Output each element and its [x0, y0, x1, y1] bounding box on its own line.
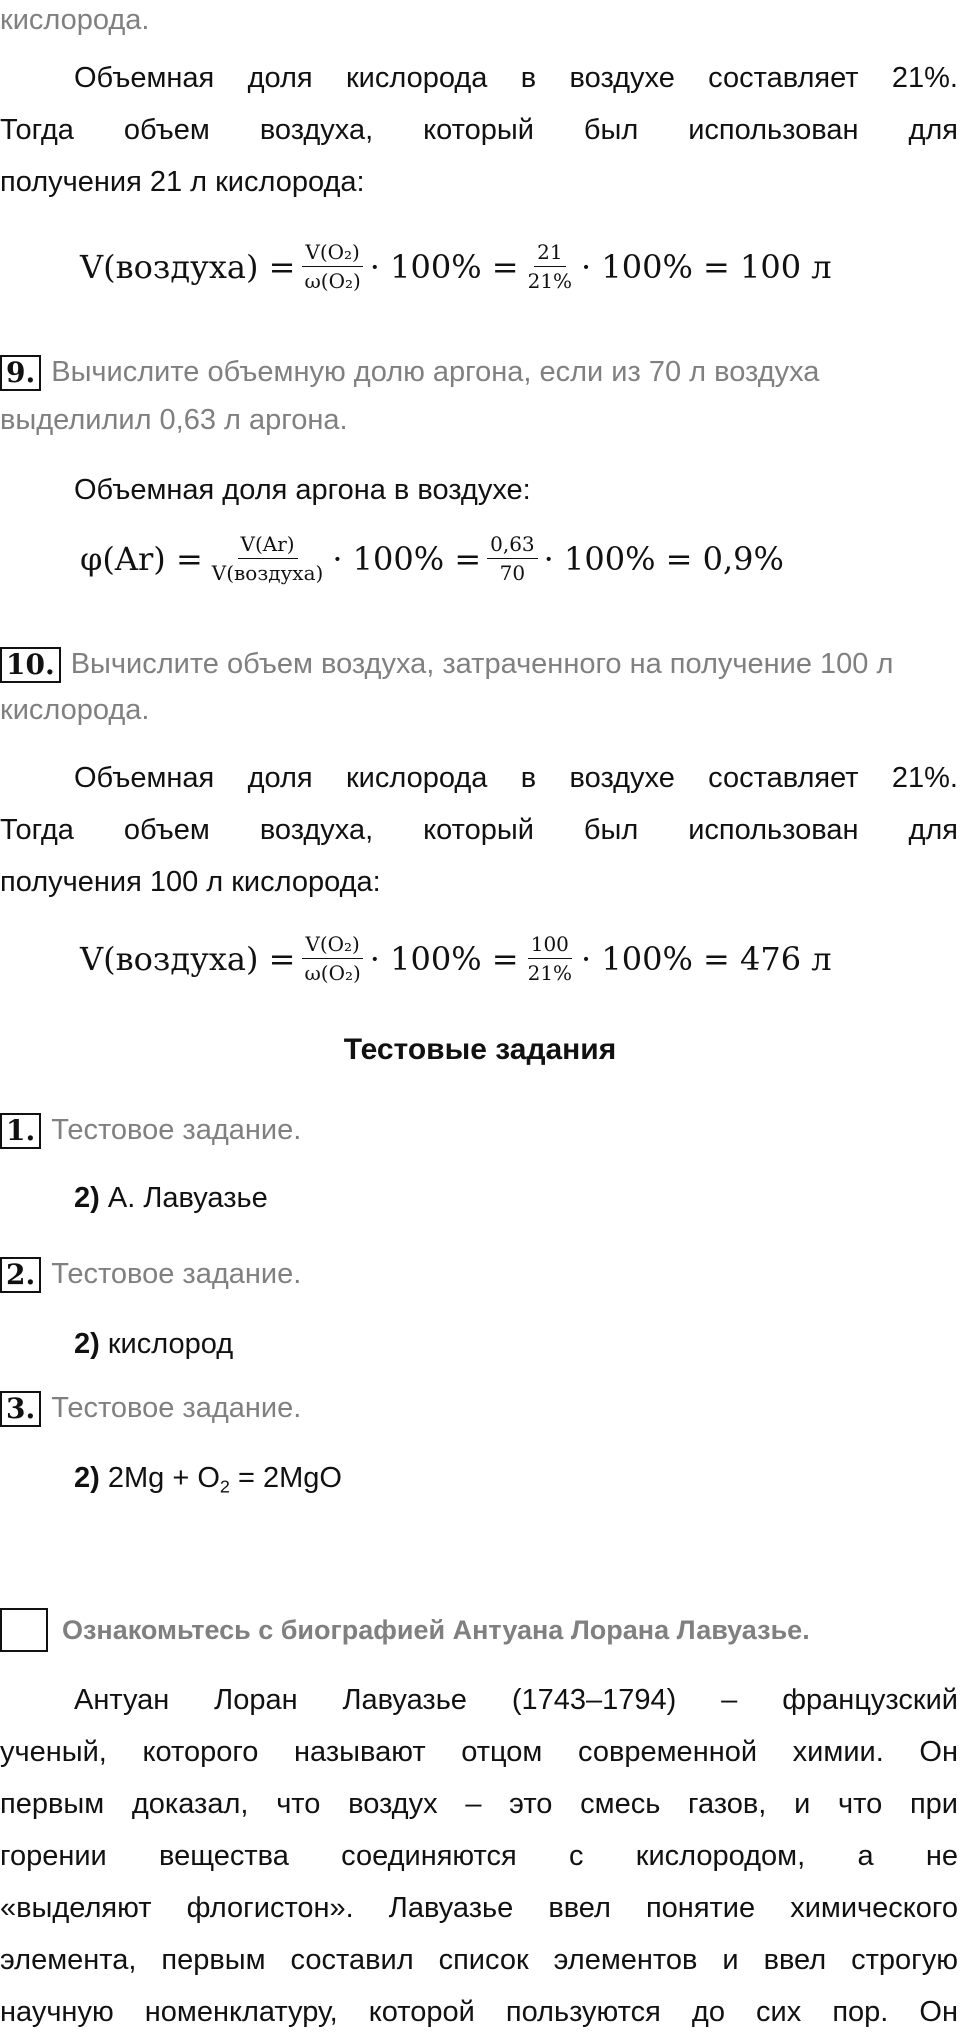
- test3-prompt-text: Тестовое задание.: [51, 1392, 302, 1424]
- bio-line-5: «выделяют флогистон». Лавуазье ввел понятие химического: [0, 1892, 958, 1924]
- formula-part: = 2MgO: [229, 1462, 342, 1494]
- formula-part: 2Mg + O: [107, 1462, 220, 1494]
- answer-text: А. Лавуазье: [107, 1182, 268, 1214]
- formula-fraction-1: [301, 240, 363, 293]
- answer-text: [107, 1462, 342, 1497]
- formula-fraction-2: [487, 532, 538, 585]
- block8-line-3: получения 21 л кислорода:: [0, 166, 365, 198]
- fraction-numerator: V(O₂): [302, 240, 362, 267]
- task10-prompt-line-1: [0, 638, 960, 690]
- formula-fraction-2: [525, 932, 575, 985]
- formula-mid: · 100% =: [369, 939, 519, 978]
- test3-answer: [74, 1452, 342, 1504]
- task9-number-box: 9.: [0, 355, 41, 391]
- fraction-numerator: 0,63: [487, 532, 538, 559]
- formula-fraction-2: [525, 240, 575, 293]
- test3-prompt: [0, 1382, 960, 1434]
- formula-lhs: φ(Ar) =: [80, 539, 203, 578]
- task10-number-box: 10.: [0, 647, 61, 683]
- intro-tail-text: кислорода.: [0, 4, 150, 36]
- test2-answer: [74, 1318, 233, 1370]
- formula-rhs: · 100% = 100 л: [581, 247, 832, 286]
- block8-formula: [80, 240, 832, 293]
- fraction-numerator: 21: [534, 240, 565, 267]
- task10-line-2: Тогда объем воздуха, который был использован для: [0, 814, 958, 846]
- test3-number-box: 3.: [0, 1391, 41, 1427]
- task10-formula: [80, 932, 832, 985]
- task9-prompt-line-2: выделилил 0,63 л аргона.: [0, 404, 348, 436]
- task10-line-1: Объемная доля кислорода в воздухе составляет 21%.: [74, 762, 958, 794]
- answer-number: 2): [74, 1182, 100, 1214]
- formula-lhs: V(воздуха) =: [80, 247, 296, 286]
- block8-line-2: Тогда объем воздуха, который был использован для: [0, 114, 958, 146]
- task10-prompt-line-2: кислорода.: [0, 694, 150, 726]
- test1-answer: [74, 1172, 268, 1224]
- bio-line-2: ученый, которого называют отцом современной химии. Он: [0, 1736, 958, 1768]
- task9-prompt-text: Вычислите объемную долю аргона, если из 70 л воздуха: [51, 356, 820, 388]
- bio-line-6: элемента, первым составил список элементов и ввел строгую: [0, 1944, 958, 1976]
- formula-lhs: V(воздуха) =: [80, 939, 296, 978]
- formula-mid: · 100% =: [369, 247, 519, 286]
- formula-rhs: · 100% = 0,9%: [543, 539, 784, 578]
- bio-line-1: Антуан Лоран Лавуазье (1743–1794) – французский: [74, 1684, 958, 1716]
- formula-rhs: · 100% = 476 л: [581, 939, 832, 978]
- test1-prompt: [0, 1104, 960, 1156]
- formula-fraction-1: [209, 532, 327, 585]
- tests-title: Тестовые задания: [343, 1033, 617, 1066]
- fraction-numerator: 100: [528, 932, 572, 959]
- answer-number: 2): [74, 1462, 100, 1494]
- fraction-denominator: 21%: [527, 269, 573, 293]
- formula-fraction-1: [301, 932, 363, 985]
- fraction-numerator: V(O₂): [302, 932, 362, 959]
- test2-prompt: [0, 1248, 960, 1300]
- fraction-denominator: ω(O₂): [304, 961, 361, 985]
- answer-number: 2): [74, 1328, 100, 1360]
- formula-mid: · 100% =: [332, 539, 482, 578]
- fraction-denominator: 70: [499, 561, 526, 585]
- answer-text: кислород: [107, 1328, 234, 1360]
- formula-subscript: 2: [219, 1476, 230, 1497]
- task9-formula: [80, 532, 784, 585]
- bio-line-7: научную номенклатуру, которой пользуются до сих пор. Он: [0, 1996, 958, 2028]
- task10-prompt-text: Вычислите объем воздуха, затраченного на получение 100 л: [70, 648, 894, 680]
- fraction-denominator: 21%: [527, 961, 573, 985]
- test2-number-box: 2.: [0, 1257, 41, 1293]
- bio-heading: Ознакомьтесь с биографией Антуана Лорана Лавуазье.: [62, 1615, 810, 1645]
- block8-line-1: Объемная доля кислорода в воздухе составляет 21%.: [74, 62, 958, 94]
- test1-number-box: 1.: [0, 1113, 41, 1149]
- task9-prompt-line-1: [0, 346, 960, 398]
- bio-line-4: горении вещества соединяются с кислородом, а не: [0, 1840, 958, 1872]
- task10-line-3: получения 100 л кислорода:: [0, 866, 381, 898]
- test1-prompt-text: Тестовое задание.: [51, 1114, 302, 1146]
- task9-answer-intro: Объемная доля аргона в воздухе:: [74, 474, 531, 506]
- fraction-denominator: V(воздуха): [211, 561, 324, 585]
- bio-line-3: первым доказал, что воздух – это смесь газов, и что при: [0, 1788, 958, 1820]
- fraction-numerator: V(Ar): [238, 532, 298, 559]
- fraction-denominator: ω(O₂): [304, 269, 361, 293]
- bio-checkbox-box: [0, 1608, 48, 1652]
- test2-prompt-text: Тестовое задание.: [51, 1258, 302, 1290]
